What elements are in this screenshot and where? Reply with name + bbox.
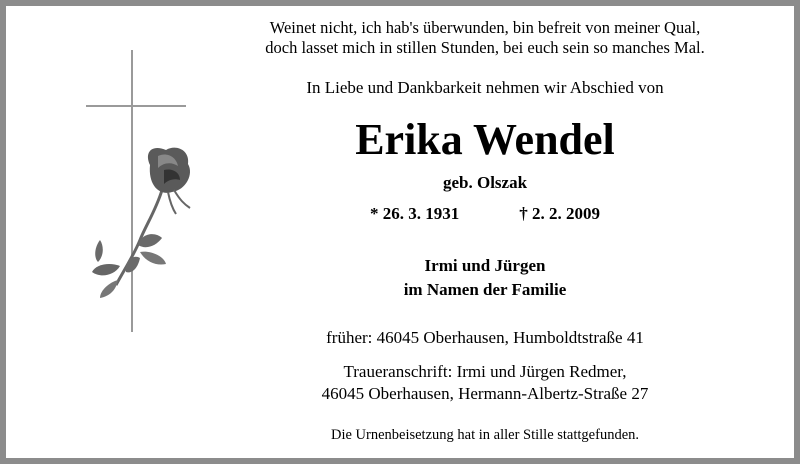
mourners-family: im Namen der Familie	[403, 280, 567, 299]
rose-icon	[92, 148, 190, 298]
life-dates	[230, 204, 740, 224]
mourners	[230, 254, 740, 302]
maiden-name: geb. Olszak	[442, 173, 528, 192]
mourning-address	[230, 361, 740, 405]
motto-line-2: doch lasset mich in stillen Stunden, bei euch sein so manches Mal.	[265, 38, 705, 57]
motto-line-1: Weinet nicht, ich hab's überwunden, bin befreit von meiner Qual,	[269, 18, 701, 37]
cross-and-rose-illustration	[80, 40, 210, 340]
farewell-intro: In Liebe und Dankbarkeit nehmen wir Abschied von	[306, 78, 664, 97]
mourning-address-line-2: 46045 Oberhausen, Hermann-Albertz-Straße 27	[321, 384, 649, 403]
burial-note: Die Urnenbeisetzung hat in aller Stille stattgefunden.	[330, 427, 640, 443]
death-date: † 2. 2. 2009	[519, 204, 600, 223]
mourning-address-line-1: Traueranschrift: Irmi und Jürgen Redmer,	[343, 362, 627, 381]
birth-date: * 26. 3. 1931	[370, 204, 460, 223]
former-address: früher: 46045 Oberhausen, Humboldtstraße 41	[326, 328, 644, 347]
motto-verse	[230, 18, 740, 58]
mourners-names: Irmi und Jürgen	[424, 256, 546, 275]
deceased-name: Erika Wendel	[355, 115, 615, 164]
